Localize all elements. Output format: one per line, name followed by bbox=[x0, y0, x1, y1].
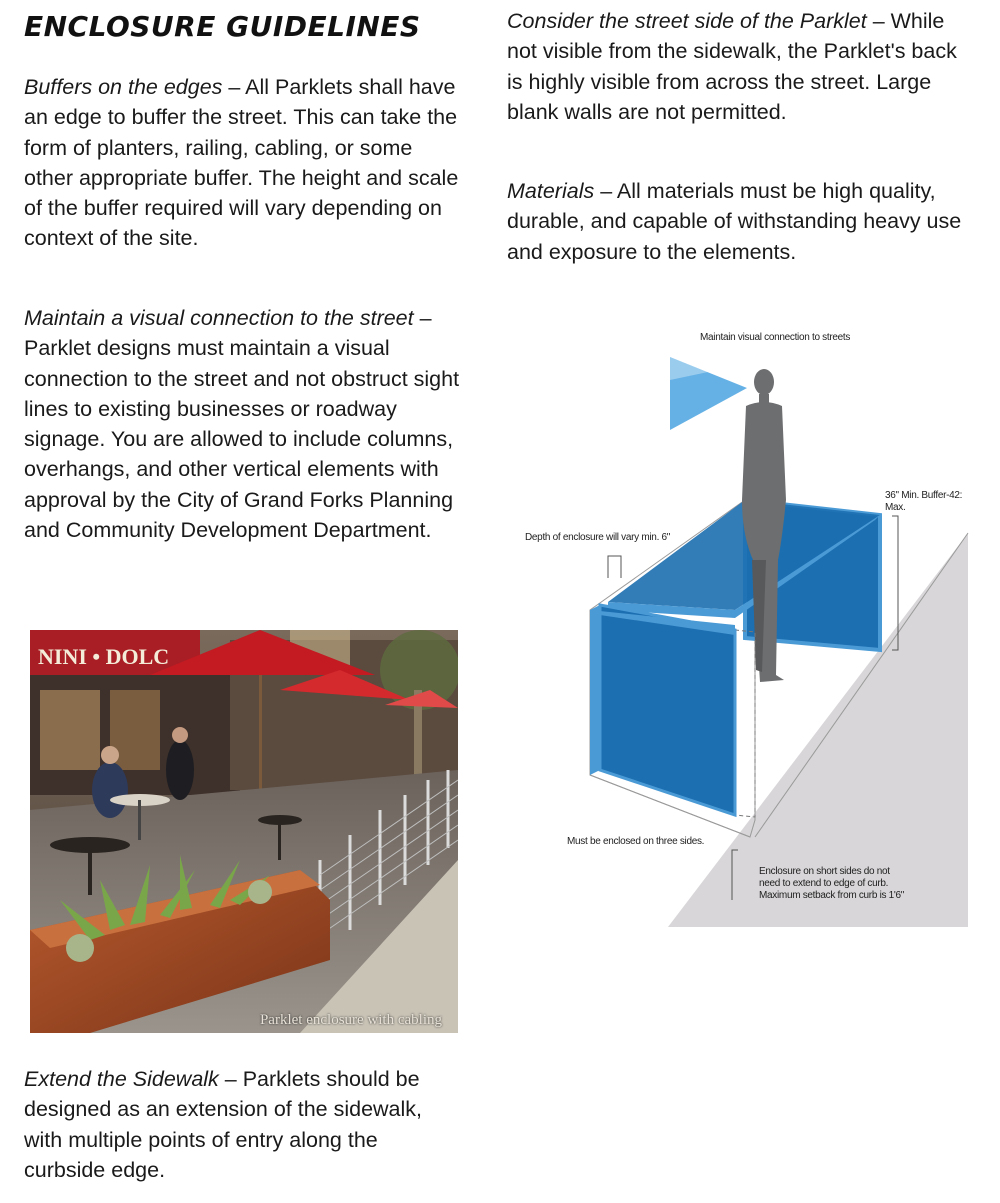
paragraph-visual-connection bbox=[24, 303, 464, 545]
label-enclosure-depth: Depth of enclosure will vary min. 6" bbox=[525, 532, 671, 543]
paragraph-materials bbox=[507, 176, 977, 267]
paragraph-body: – All Parklets shall have an edge to buffer the street. This can take the form of planters, railing, cabling, or some other appropriate buffer. The height and scale of the buffer required will vary depending on context of the site. bbox=[24, 75, 459, 251]
photo-caption: Parklet enclosure with cabling bbox=[259, 1012, 442, 1028]
paragraph-body: – Parklets should be designed as an extension of the sidewalk, with multiple points of entry along the curbside edge. bbox=[24, 1067, 423, 1182]
label-short-sides: Enclosure on short sides do not need to extend to edge of curb. Maximum setback from curb is 1'6" bbox=[759, 866, 905, 901]
storefront-sign: NINI • DOLC bbox=[38, 644, 170, 669]
paragraph-lead: Extend the Sidewalk bbox=[24, 1067, 219, 1091]
paragraph-lead: Maintain a visual connection to the street bbox=[24, 306, 414, 330]
parklet-photo bbox=[30, 630, 458, 1033]
paragraph-body: – All materials must be high quality, durable, and capable of withstanding heavy use and exposure to the elements. bbox=[507, 179, 962, 264]
paragraph-body: – While not visible from the sidewalk, the Parklet's back is highly visible from across the street. Large blank walls are not permitted. bbox=[507, 9, 957, 124]
paragraph-body: – Parklet designs must maintain a visual connection to the street and not obstruct sight lines to existing businesses or roadway signage. You are allowed to include columns, overhangs, and other vertical elements with approval by the City of Grand Forks Planning and Community Development Department. bbox=[24, 306, 460, 543]
page-title: ENCLOSURE GUIDELINES bbox=[24, 10, 421, 43]
label-visual-connection: Maintain visual connection to streets bbox=[700, 332, 851, 343]
enclosure-diagram bbox=[520, 320, 980, 940]
side-wall bbox=[600, 605, 735, 815]
paragraph-street-side bbox=[507, 6, 977, 127]
paragraph-lead: Consider the street side of the Parklet bbox=[507, 9, 867, 33]
label-three-sides: Must be enclosed on three sides. bbox=[567, 836, 705, 847]
paragraph-extend-sidewalk bbox=[24, 1064, 464, 1185]
paragraph-lead: Materials bbox=[507, 179, 595, 203]
parklet-photo-illustration bbox=[30, 630, 458, 1033]
paragraph-buffers bbox=[24, 72, 464, 254]
paragraph-lead: Buffers on the edges bbox=[24, 75, 223, 99]
label-buffer-height: 36" Min. Buffer-42: Max. bbox=[885, 490, 963, 513]
